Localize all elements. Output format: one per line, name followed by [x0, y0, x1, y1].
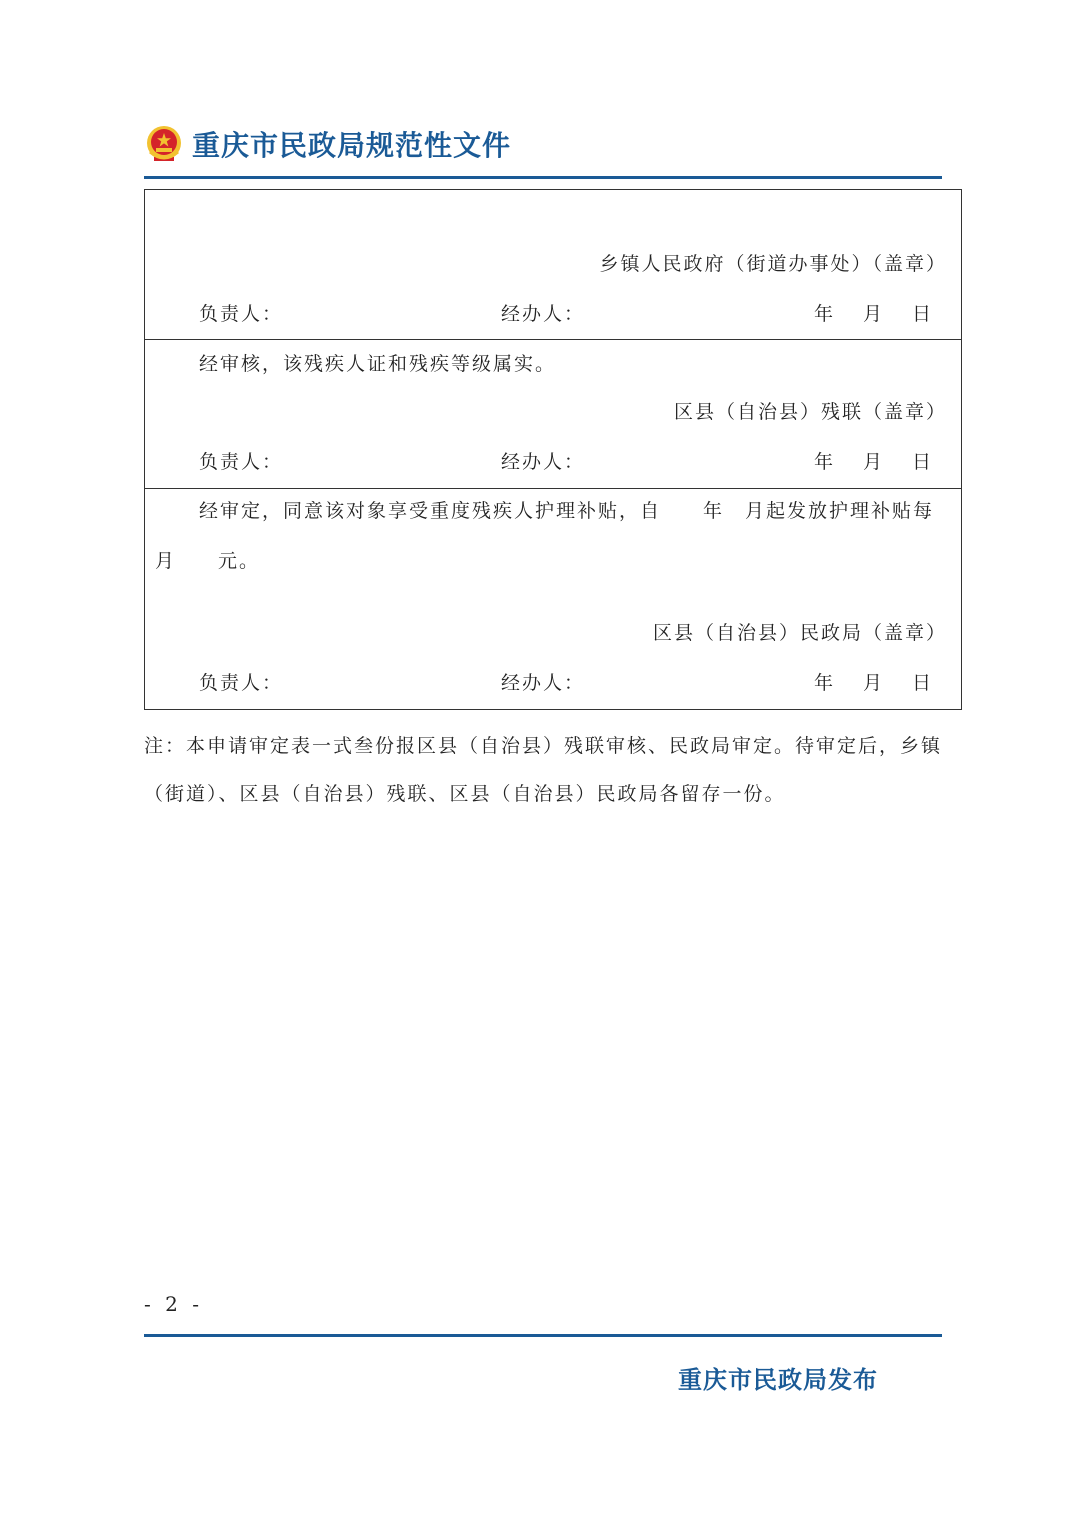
- form-note: 注：本申请审定表一式叁份报区县（自治县）残联审核、民政局审定。待审定后，乡镇（街道）、区县（自治县）残联、区县（自治县）民政局各留存一份。: [144, 735, 943, 805]
- footer-publisher: 重庆市民政局发布: [678, 1366, 878, 1394]
- date-year-label: 年: [813, 451, 835, 473]
- federation-stamp-label: 区县（自治县）残联（盖章）: [673, 401, 947, 423]
- date-month-label: 月: [862, 303, 884, 325]
- date-year-label: 年: [813, 672, 835, 694]
- date-day-label: 日: [911, 451, 933, 473]
- civil-affairs-statement-line1: 经审定，同意该对象享受重度残疾人护理补贴，自 年 月起发放护理补贴每: [199, 500, 935, 522]
- header-title: 重庆市民政局规范性文件: [192, 129, 512, 162]
- header-divider: [144, 176, 942, 179]
- township-date: [814, 302, 933, 326]
- date-month-label: 月: [862, 672, 884, 694]
- date-day-label: 日: [911, 303, 933, 325]
- civil-affairs-handler-label: 经办人：: [501, 672, 586, 694]
- document-header: [144, 120, 511, 168]
- civil-affairs-statement-line2: 月 元。: [155, 550, 261, 572]
- page-number: - 2 -: [144, 1292, 203, 1316]
- approval-form-table: [144, 189, 962, 710]
- township-responsible-label: 负责人：: [199, 303, 284, 325]
- federation-statement: 经审核，该残疾人证和残疾等级属实。: [199, 353, 557, 375]
- date-day-label: 日: [911, 672, 933, 694]
- civil-affairs-responsible-label: 负责人：: [199, 672, 284, 694]
- federation-date: [814, 450, 933, 474]
- federation-responsible-label: 负责人：: [199, 451, 284, 473]
- township-stamp-label: 乡镇人民政府（街道办事处）（盖章）: [599, 253, 947, 275]
- date-year-label: 年: [813, 303, 835, 325]
- civil-affairs-row: [145, 488, 961, 709]
- civil-affairs-stamp-label: 区县（自治县）民政局（盖章）: [652, 622, 947, 644]
- date-month-label: 月: [862, 451, 884, 473]
- footer-divider: [144, 1334, 942, 1337]
- township-handler-label: 经办人：: [501, 303, 586, 325]
- civil-affairs-date: [814, 671, 933, 695]
- federation-handler-label: 经办人：: [501, 451, 586, 473]
- disability-federation-row: [145, 339, 961, 488]
- township-approval-row: [145, 190, 961, 339]
- national-emblem-icon: [144, 124, 184, 164]
